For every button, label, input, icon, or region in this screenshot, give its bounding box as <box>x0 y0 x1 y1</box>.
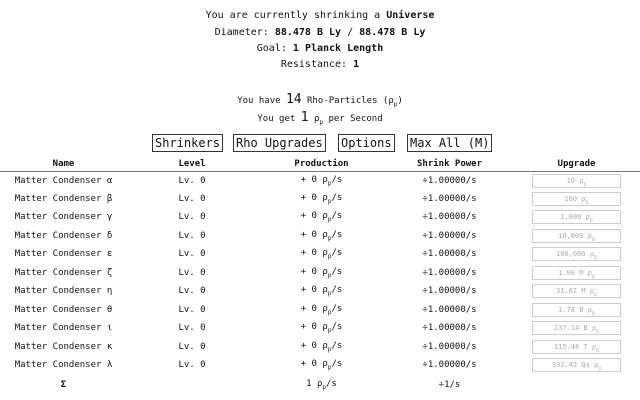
shrinker-upgrade-cell <box>513 227 640 246</box>
production-value: + 0 ρ <box>300 192 328 203</box>
shrinker-name: Matter Condenser ε <box>14 249 113 260</box>
rho-amount: 14 <box>285 92 302 107</box>
upgrade-cost-sub: p <box>591 273 595 280</box>
shrinker-name: Matter Condenser ι <box>14 323 113 334</box>
upgrade-cost-sub: p <box>596 347 600 354</box>
production-value: + 0 ρ <box>300 248 328 259</box>
upgrade-cost-sub: p <box>583 180 587 187</box>
shrinker-upgrade-cell <box>513 338 640 357</box>
upgrade-button[interactable] <box>532 247 621 261</box>
table-row <box>0 338 640 357</box>
production-unit: /s <box>331 359 343 370</box>
shrinker-name: Matter Condenser α <box>14 175 113 186</box>
production-unit: /s <box>331 340 343 351</box>
sum-symbol <box>0 375 127 395</box>
rho-upgrades-tab-button[interactable]: Rho Upgrades <box>233 134 326 152</box>
upgrade-button[interactable] <box>532 192 621 206</box>
production-value: + 0 ρ <box>300 266 328 277</box>
have-prefix: You have <box>237 96 281 106</box>
shrinker-production <box>257 227 386 246</box>
shrinker-production <box>257 190 386 209</box>
production-unit: /s <box>331 229 343 240</box>
table-header-row <box>0 158 640 171</box>
shrinking-object: Universe <box>386 10 435 21</box>
production-value: + 0 ρ <box>300 174 328 185</box>
shrinker-level: Lv. 0 <box>178 267 206 278</box>
upgrade-button[interactable] <box>532 358 621 372</box>
get-unit: ρ <box>313 114 320 124</box>
production-unit: /s <box>331 248 343 259</box>
shrinker-production <box>257 356 386 375</box>
production-sub: p <box>327 327 332 335</box>
table-row <box>0 227 640 246</box>
sum-prod-unit: /s <box>326 378 337 389</box>
shrinker-level: Lv. 0 <box>178 230 206 241</box>
header-level: Level <box>127 158 257 171</box>
shrinker-shrink-power: ÷1.00000/s <box>422 267 477 278</box>
shrinker-shrink-power: ÷1.00000/s <box>422 341 477 352</box>
diameter-separator: / <box>347 27 354 38</box>
shrinker-production <box>257 301 386 320</box>
shrinker-upgrade-cell <box>513 171 640 190</box>
upgrade-button[interactable] <box>532 266 621 280</box>
shrinker-shrink-power: ÷1.00000/s <box>422 175 477 186</box>
upgrade-cost: 31.62 M ρ <box>556 287 594 296</box>
shrinker-level: Lv. 0 <box>178 323 206 334</box>
shrinker-shrink-power: ÷1.00000/s <box>422 230 477 241</box>
shrinker-level: Lv. 0 <box>178 304 206 315</box>
upgrade-cost: 1,000 ρ <box>560 213 590 222</box>
upgrade-button[interactable] <box>532 303 621 317</box>
shrinker-level: Lv. 0 <box>178 249 206 260</box>
table-row <box>0 356 640 375</box>
resistance-label: Resistance: <box>280 59 348 70</box>
have-suffix: Rho-Particles (ρ <box>307 96 394 106</box>
production-unit: /s <box>331 192 343 203</box>
upgrade-cost: 100 ρ <box>564 194 586 203</box>
shrinker-production <box>257 319 386 338</box>
table-row <box>0 319 640 338</box>
table-row <box>0 208 640 227</box>
production-sub: p <box>327 308 332 316</box>
production-unit: /s <box>331 322 343 333</box>
production-sub: p <box>327 290 332 298</box>
upgrade-cost: 237.14 B ρ <box>553 324 597 333</box>
production-sub: p <box>327 234 332 242</box>
upgrade-button[interactable] <box>532 340 621 354</box>
upgrade-cost: 100,000 ρ <box>556 250 594 259</box>
table-row <box>0 245 640 264</box>
table-body <box>0 171 640 375</box>
shrinker-level: Lv. 0 <box>178 175 206 186</box>
upgrade-button[interactable] <box>532 210 621 224</box>
sum-shrink-power: ÷1/s <box>438 379 461 390</box>
shrinker-upgrade-cell <box>513 282 640 301</box>
production-value: + 0 ρ <box>300 340 328 351</box>
sum-prod-sub: p <box>322 383 327 391</box>
currency-rate-line <box>0 112 640 129</box>
upgrade-cost-sub: p <box>593 291 597 298</box>
diameter-max: 88.478 B Ly <box>359 27 426 38</box>
production-value: + 0 ρ <box>300 285 328 296</box>
shrinker-production <box>257 264 386 283</box>
production-unit: /s <box>331 285 343 296</box>
sum-symbol-text: Σ <box>60 379 67 390</box>
sum-prod-value: 1 ρ <box>306 378 323 389</box>
shrinker-upgrade-cell <box>513 208 640 227</box>
shrinking-status <box>0 10 640 22</box>
shrinker-production <box>257 171 386 190</box>
production-sub: p <box>327 364 332 372</box>
shrinker-name: Matter Condenser ζ <box>14 267 113 278</box>
production-sub: p <box>327 179 332 187</box>
shrinker-name: Matter Condenser κ <box>14 341 113 352</box>
get-sub: p <box>319 118 324 126</box>
get-prefix: You get <box>257 114 296 124</box>
shrinker-name: Matter Condenser λ <box>14 360 113 371</box>
shrinker-production <box>257 245 386 264</box>
diameter-line <box>0 27 640 39</box>
upgrade-button[interactable] <box>532 284 621 298</box>
shrinker-shrink-power: ÷1.00000/s <box>422 286 477 297</box>
sum-production <box>257 375 386 395</box>
shrinker-production <box>257 208 386 227</box>
sum-row <box>0 375 640 395</box>
max-all-button[interactable]: Max All (M) <box>407 134 492 152</box>
upgrade-cost: 115.48 T ρ <box>553 342 597 351</box>
shrinker-name: Matter Condenser γ <box>14 212 113 223</box>
goal-label: Goal: <box>256 43 287 54</box>
shrinker-production <box>257 338 386 357</box>
upgrade-cost: 392.42 Qa ρ <box>551 361 599 370</box>
shrinker-upgrade-cell <box>513 301 640 320</box>
sum-upgrade <box>513 375 640 395</box>
upgrade-cost-sub: p <box>589 217 593 224</box>
shrinker-production <box>257 282 386 301</box>
production-value: + 0 ρ <box>300 303 328 314</box>
shrinker-name: Matter Condenser η <box>14 286 113 297</box>
shrinker-shrink-power: ÷1.00000/s <box>422 249 477 260</box>
production-value: + 0 ρ <box>300 229 328 240</box>
shrinker-level: Lv. 0 <box>178 341 206 352</box>
shrinking-prefix: You are currently shrinking a <box>205 10 381 21</box>
production-sub: p <box>327 345 332 353</box>
shrinker-upgrade-cell <box>513 264 640 283</box>
upgrade-button[interactable] <box>532 321 621 335</box>
shrinker-level: Lv. 0 <box>178 212 206 223</box>
shrinkers-tab-button[interactable]: Shrinkers <box>152 134 223 152</box>
shrinker-level: Lv. 0 <box>178 193 206 204</box>
have-close: ) <box>397 96 403 106</box>
shrinker-shrink-power: ÷1.00000/s <box>422 212 477 223</box>
shrinker-name: Matter Condenser β <box>14 193 113 204</box>
shrinker-shrink-power: ÷1.00000/s <box>422 323 477 334</box>
production-sub: p <box>327 197 332 205</box>
production-sub: p <box>327 271 332 279</box>
goal-line <box>0 43 640 55</box>
upgrade-button[interactable] <box>532 229 621 243</box>
table-row <box>0 301 640 320</box>
resistance-value: 1 <box>353 59 360 70</box>
header-name: Name <box>0 158 127 171</box>
upgrade-cost: 10,000 ρ <box>558 231 592 240</box>
upgrade-cost-sub: p <box>593 254 597 261</box>
production-sub: p <box>327 253 332 261</box>
table-row <box>0 282 640 301</box>
header-upgrade: Upgrade <box>513 158 640 171</box>
upgrade-cost-sub: p <box>585 199 589 206</box>
diameter-current: 88.478 B Ly <box>274 27 342 38</box>
resistance-line <box>0 59 640 71</box>
sum-level <box>127 375 257 395</box>
production-unit: /s <box>331 174 343 185</box>
upgrade-cost: 10 ρ <box>566 176 584 185</box>
shrinkers-table <box>0 158 640 395</box>
shrinker-name: Matter Condenser θ <box>14 304 113 315</box>
diameter-label: Diameter: <box>214 27 269 38</box>
have-sub: p <box>393 100 398 108</box>
upgrade-button[interactable] <box>532 174 621 188</box>
currency-have-line <box>0 94 640 111</box>
upgrade-cost-sub: p <box>591 310 595 317</box>
shrinker-level: Lv. 0 <box>178 360 206 371</box>
table-row <box>0 190 640 209</box>
shrinker-upgrade-cell <box>513 190 640 209</box>
shrinker-shrink-power: ÷1.00000/s <box>422 360 477 371</box>
get-suffix: per Second <box>328 114 383 124</box>
shrinker-upgrade-cell <box>513 319 640 338</box>
header-shrink-power: Shrink Power <box>386 158 513 171</box>
production-value: + 0 ρ <box>300 322 328 333</box>
production-value: + 0 ρ <box>300 359 328 370</box>
production-value: + 0 ρ <box>300 211 328 222</box>
upgrade-cost-sub: p <box>596 328 600 335</box>
shrinker-upgrade-cell <box>513 245 640 264</box>
production-sub: p <box>327 216 332 224</box>
upgrade-cost: 1.78 B ρ <box>558 305 592 314</box>
goal-value: 1 Planck Length <box>292 43 384 54</box>
upgrade-cost-sub: p <box>598 365 602 372</box>
upgrade-cost: 1.00 M ρ <box>558 268 592 277</box>
table-row <box>0 264 640 283</box>
shrinker-name: Matter Condenser δ <box>14 230 113 241</box>
production-unit: /s <box>331 266 343 277</box>
table-row <box>0 171 640 190</box>
production-unit: /s <box>331 303 343 314</box>
header-production: Production <box>257 158 386 171</box>
options-tab-button[interactable]: Options <box>338 134 395 152</box>
rho-rate: 1 <box>300 110 309 125</box>
upgrade-cost-sub: p <box>591 236 595 243</box>
shrinker-shrink-power: ÷1.00000/s <box>422 193 477 204</box>
shrinker-upgrade-cell <box>513 356 640 375</box>
production-unit: /s <box>331 211 343 222</box>
shrinker-level: Lv. 0 <box>178 286 206 297</box>
shrinker-shrink-power: ÷1.00000/s <box>422 304 477 315</box>
